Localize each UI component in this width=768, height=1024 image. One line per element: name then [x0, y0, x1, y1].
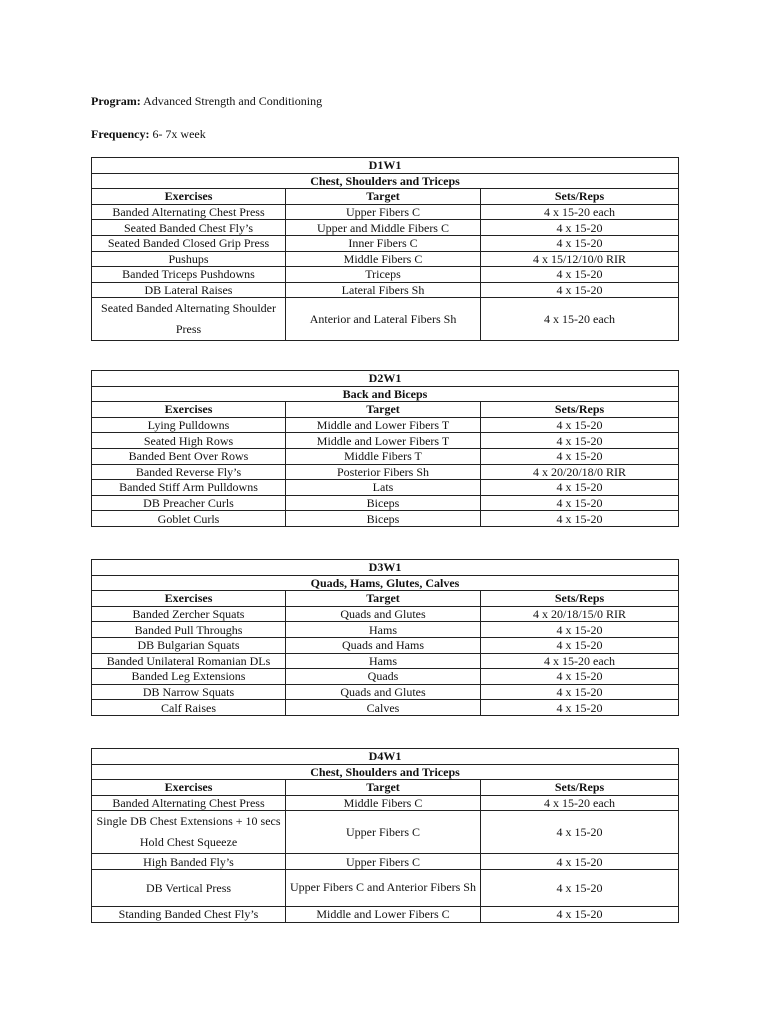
target-cell: Lats	[286, 480, 481, 496]
exercise-cell: Seated Banded Alternating Shoulder Press	[92, 298, 286, 341]
exercise-cell: High Banded Fly’s	[92, 854, 286, 870]
workout-table-d1w1	[91, 157, 679, 341]
target-cell: Lateral Fibers Sh	[286, 282, 481, 298]
exercise-cell: Banded Reverse Fly’s	[92, 464, 286, 480]
table-row	[92, 480, 679, 496]
target-cell: Middle Fibers C	[286, 795, 481, 811]
day-focus: Quads, Hams, Glutes, Calves	[92, 575, 679, 591]
exercise-cell: Single DB Chest Extensions + 10 secs Hold Chest Squeeze	[92, 811, 286, 854]
table-day-row	[92, 560, 679, 576]
target-cell: Quads and Hams	[286, 637, 481, 653]
table-header-row	[92, 780, 679, 796]
program-value: Advanced Strength and Conditioning	[143, 94, 323, 108]
sets-cell: 4 x 15-20	[481, 854, 679, 870]
table-day-row	[92, 158, 679, 174]
exercise-cell: DB Vertical Press	[92, 869, 286, 906]
target-cell: Upper Fibers C	[286, 204, 481, 220]
target-cell: Middle and Lower Fibers T	[286, 433, 481, 449]
sets-cell: 4 x 15-20	[481, 235, 679, 251]
sets-cell: 4 x 15-20 each	[481, 298, 679, 341]
target-cell: Middle Fibers C	[286, 251, 481, 267]
exercise-cell: Banded Stiff Arm Pulldowns	[92, 480, 286, 496]
target-cell: Hams	[286, 653, 481, 669]
exercise-cell: Banded Triceps Pushdowns	[92, 267, 286, 283]
header-exercises: Exercises	[92, 591, 286, 607]
exercise-cell: Banded Alternating Chest Press	[92, 795, 286, 811]
table-row	[92, 700, 679, 716]
day-focus: Back and Biceps	[92, 386, 679, 402]
table-row	[92, 869, 679, 906]
target-cell: Upper and Middle Fibers C	[286, 220, 481, 236]
table-row	[92, 511, 679, 527]
target-cell: Inner Fibers C	[286, 235, 481, 251]
table-row	[92, 433, 679, 449]
header-sets: Sets/Reps	[481, 402, 679, 418]
table-row	[92, 417, 679, 433]
sets-cell: 4 x 15-20 each	[481, 795, 679, 811]
target-cell: Upper Fibers C and Anterior Fibers Sh	[286, 869, 481, 906]
sets-cell: 4 x 15/12/10/0 RIR	[481, 251, 679, 267]
exercise-cell: Pushups	[92, 251, 286, 267]
table-row	[92, 606, 679, 622]
workout-table-d2w1	[91, 370, 679, 527]
target-cell: Hams	[286, 622, 481, 638]
exercise-cell: Banded Leg Extensions	[92, 669, 286, 685]
exercise-cell: Lying Pulldowns	[92, 417, 286, 433]
table-row	[92, 220, 679, 236]
sets-cell: 4 x 15-20 each	[481, 204, 679, 220]
table-row	[92, 282, 679, 298]
exercise-cell: Banded Alternating Chest Press	[92, 204, 286, 220]
table-row	[92, 811, 679, 854]
table-row	[92, 267, 679, 283]
target-cell: Quads and Glutes	[286, 684, 481, 700]
table-focus-row	[92, 173, 679, 189]
table-day-row	[92, 749, 679, 765]
program-label: Program:	[91, 94, 141, 108]
exercise-cell: Calf Raises	[92, 700, 286, 716]
sets-cell: 4 x 15-20 each	[481, 653, 679, 669]
table-focus-row	[92, 575, 679, 591]
sets-cell: 4 x 15-20	[481, 480, 679, 496]
sets-cell: 4 x 15-20	[481, 637, 679, 653]
sets-cell: 4 x 15-20	[481, 906, 679, 922]
target-cell: Middle and Lower Fibers C	[286, 906, 481, 922]
table-row	[92, 637, 679, 653]
exercise-cell: Banded Zercher Squats	[92, 606, 286, 622]
table-row	[92, 495, 679, 511]
table-focus-row	[92, 386, 679, 402]
sets-cell: 4 x 15-20	[481, 495, 679, 511]
table-row	[92, 251, 679, 267]
workout-table-d3w1	[91, 559, 679, 716]
sets-cell: 4 x 15-20	[481, 433, 679, 449]
table-day-row	[92, 371, 679, 387]
target-cell: Calves	[286, 700, 481, 716]
header-sets: Sets/Reps	[481, 189, 679, 205]
sets-cell: 4 x 15-20	[481, 622, 679, 638]
workout-table-d4w1	[91, 748, 679, 923]
exercise-cell: DB Preacher Curls	[92, 495, 286, 511]
sets-cell: 4 x 15-20	[481, 417, 679, 433]
exercise-cell: Goblet Curls	[92, 511, 286, 527]
day-focus: Chest, Shoulders and Triceps	[92, 764, 679, 780]
target-cell: Biceps	[286, 511, 481, 527]
table-header-row	[92, 402, 679, 418]
sets-cell: 4 x 15-20	[481, 811, 679, 854]
program-line	[91, 94, 322, 108]
table-row	[92, 448, 679, 464]
header-target: Target	[286, 780, 481, 796]
frequency-label: Frequency:	[91, 127, 150, 141]
target-cell: Middle Fibers T	[286, 448, 481, 464]
exercise-cell: DB Narrow Squats	[92, 684, 286, 700]
sets-cell: 4 x 15-20	[481, 220, 679, 236]
table-row	[92, 684, 679, 700]
target-cell: Anterior and Lateral Fibers Sh	[286, 298, 481, 341]
day-title: D4W1	[92, 749, 679, 765]
sets-cell: 4 x 15-20	[481, 267, 679, 283]
exercise-cell: Banded Pull Throughs	[92, 622, 286, 638]
sets-cell: 4 x 20/18/15/0 RIR	[481, 606, 679, 622]
target-cell: Upper Fibers C	[286, 854, 481, 870]
exercise-cell: Seated High Rows	[92, 433, 286, 449]
table-header-row	[92, 189, 679, 205]
sets-cell: 4 x 15-20	[481, 448, 679, 464]
target-cell: Quads and Glutes	[286, 606, 481, 622]
sets-cell: 4 x 20/20/18/0 RIR	[481, 464, 679, 480]
table-row	[92, 906, 679, 922]
header-exercises: Exercises	[92, 402, 286, 418]
table-row	[92, 795, 679, 811]
exercise-cell: Seated Banded Closed Grip Press	[92, 235, 286, 251]
table-row	[92, 653, 679, 669]
sets-cell: 4 x 15-20	[481, 869, 679, 906]
exercise-cell: Seated Banded Chest Fly’s	[92, 220, 286, 236]
header-target: Target	[286, 591, 481, 607]
sets-cell: 4 x 15-20	[481, 700, 679, 716]
table-focus-row	[92, 764, 679, 780]
target-cell: Middle and Lower Fibers T	[286, 417, 481, 433]
day-title: D1W1	[92, 158, 679, 174]
sets-cell: 4 x 15-20	[481, 282, 679, 298]
table-header-row	[92, 591, 679, 607]
exercise-cell: DB Bulgarian Squats	[92, 637, 286, 653]
target-cell: Posterior Fibers Sh	[286, 464, 481, 480]
day-title: D3W1	[92, 560, 679, 576]
target-cell: Upper Fibers C	[286, 811, 481, 854]
header-sets: Sets/Reps	[481, 780, 679, 796]
exercise-cell: DB Lateral Raises	[92, 282, 286, 298]
target-cell: Triceps	[286, 267, 481, 283]
frequency-line	[91, 127, 206, 141]
day-title: D2W1	[92, 371, 679, 387]
header-target: Target	[286, 189, 481, 205]
table-row	[92, 854, 679, 870]
header-target: Target	[286, 402, 481, 418]
day-focus: Chest, Shoulders and Triceps	[92, 173, 679, 189]
header-sets: Sets/Reps	[481, 591, 679, 607]
table-row	[92, 298, 679, 341]
target-cell: Biceps	[286, 495, 481, 511]
table-row	[92, 464, 679, 480]
exercise-cell: Banded Unilateral Romanian DLs	[92, 653, 286, 669]
target-cell: Quads	[286, 669, 481, 685]
header-exercises: Exercises	[92, 189, 286, 205]
sets-cell: 4 x 15-20	[481, 669, 679, 685]
header-exercises: Exercises	[92, 780, 286, 796]
sets-cell: 4 x 15-20	[481, 511, 679, 527]
exercise-cell: Banded Bent Over Rows	[92, 448, 286, 464]
exercise-cell: Standing Banded Chest Fly’s	[92, 906, 286, 922]
sets-cell: 4 x 15-20	[481, 684, 679, 700]
table-row	[92, 669, 679, 685]
table-row	[92, 235, 679, 251]
frequency-value: 6- 7x week	[152, 127, 206, 141]
table-row	[92, 204, 679, 220]
table-row	[92, 622, 679, 638]
